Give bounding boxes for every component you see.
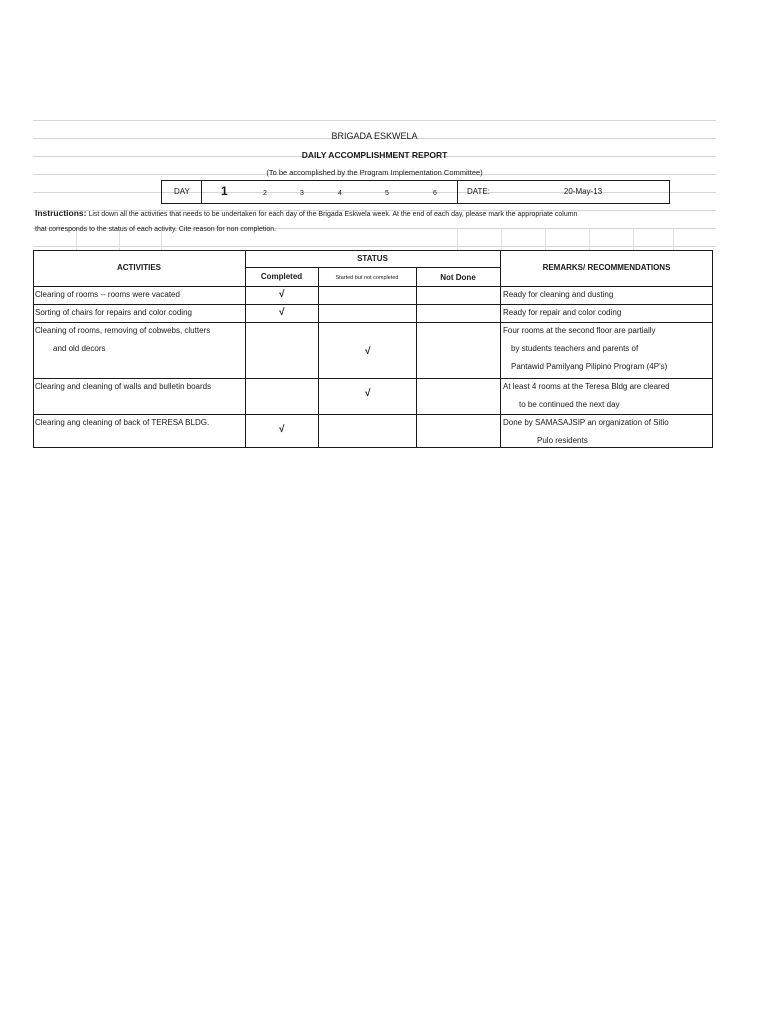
instructions-line-1: [35, 208, 577, 220]
instructions-text-1: List down all the activities that needs to be undertaken for each day of the Brigada Eskwela week. At the end of each day, please mark the appropriate column: [88, 211, 578, 218]
row-5-activity: Clearing ang cleaning of back of TERESA BLDG.: [35, 418, 210, 427]
row-4-remarks-line-2: to be continued the next day: [519, 400, 620, 409]
day-3[interactable]: 3: [300, 190, 304, 197]
row-3-activity-line-2: and old decors: [53, 344, 106, 353]
row-3-started-check[interactable]: √: [365, 346, 371, 357]
report-sheet: [33, 120, 716, 456]
instructions-line-2: that corresponds to the status of each activity. Cite reason for non completion.: [35, 226, 277, 233]
school-line: BRIGADA ESKWELA: [331, 131, 418, 141]
report-subtitle: (To be accomplished by the Program Implementation Committee): [266, 168, 483, 177]
row-3-remarks-line-3: Pantawid Pamilyang Pilipino Program (4P's): [511, 362, 668, 371]
grid-line: [33, 120, 716, 121]
date-value[interactable]: 20-May-13: [563, 187, 603, 196]
col-completed: Completed: [260, 272, 303, 281]
col-activities: ACTIVITIES: [116, 263, 161, 272]
row-1-remarks: Ready for cleaning and dusting: [503, 290, 614, 299]
row-3-remarks-line-1: Four rooms at the second floor are partially: [503, 326, 656, 335]
row-4-remarks-line-1: At least 4 rooms at the Teresa Bldg are cleared: [503, 382, 670, 391]
day-5[interactable]: 5: [385, 190, 389, 197]
grid-line: [589, 228, 590, 250]
col-started: Started but not completed: [335, 275, 399, 281]
row-2-activity: Sorting of chairs for repairs and color coding: [35, 308, 192, 317]
row-2-remarks: Ready for repair and color coding: [503, 308, 622, 317]
instructions-label: Instructions:: [35, 208, 87, 218]
row-5-completed-check[interactable]: √: [279, 424, 285, 435]
row-4-activity: Clearing and cleaning of walls and bulletin boards: [35, 382, 212, 391]
day-6[interactable]: 6: [433, 190, 437, 197]
grid-line: [633, 228, 634, 250]
grid-line: [501, 228, 502, 250]
grid-line: [673, 228, 674, 250]
col-remarks: REMARKS/ RECOMMENDATIONS: [542, 263, 671, 272]
grid-line: [33, 246, 716, 247]
row-4-started-check[interactable]: √: [365, 388, 371, 399]
row-3-remarks-line-2: by students teachers and parents of: [511, 344, 639, 353]
row-5-remarks-line-1: Done by SAMASAJSIP an organization of Sitio: [503, 418, 669, 427]
grid-line: [457, 228, 458, 250]
day-label: DAY: [174, 187, 190, 196]
row-1-activity: Clearing of rooms -- rooms were vacated: [35, 290, 180, 299]
col-status: STATUS: [357, 254, 388, 263]
row-2-completed-check[interactable]: √: [279, 307, 285, 318]
col-not-done: Not Done: [440, 273, 476, 282]
row-1-completed-check[interactable]: √: [279, 289, 285, 300]
date-label: DATE:: [467, 187, 490, 196]
report-title: DAILY ACCOMPLISHMENT REPORT: [301, 150, 448, 160]
day-4[interactable]: 4: [338, 190, 342, 197]
row-5-remarks-line-2: Pulo residents: [537, 436, 588, 445]
row-3-activity-line-1: Cleaning of rooms, removing of cobwebs, clutters: [35, 326, 211, 335]
grid-line: [545, 228, 546, 250]
day-2[interactable]: 2: [263, 190, 267, 197]
day-1[interactable]: 1: [221, 184, 228, 198]
